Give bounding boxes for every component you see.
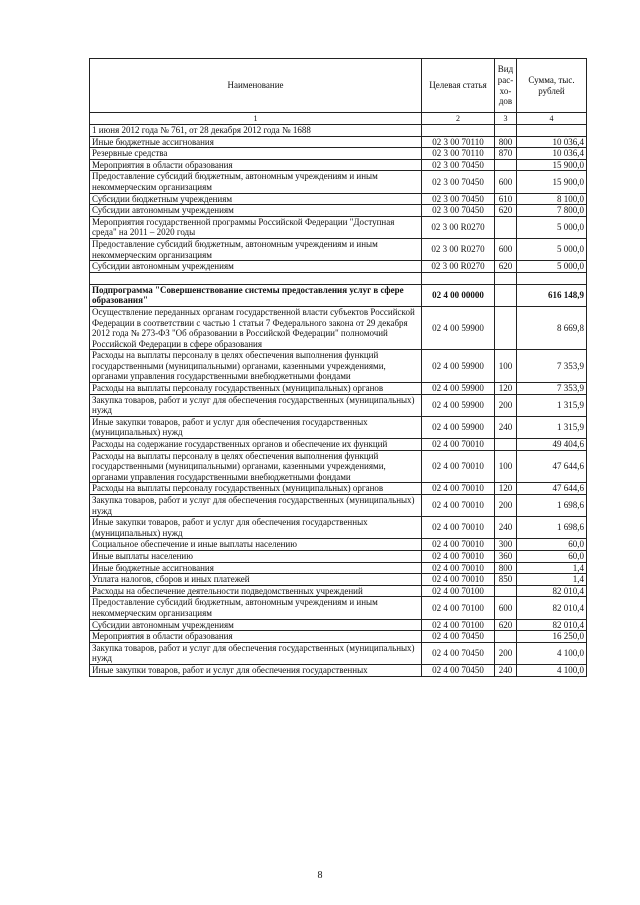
table-row: [90, 171, 587, 193]
row-code-cell: 02 3 00 R0270: [422, 216, 495, 238]
row-type-cell: [495, 306, 517, 349]
table-row: [90, 439, 587, 451]
row-sum-cell: 1,4: [517, 562, 587, 574]
table-row: [90, 585, 587, 597]
row-sum-cell: 10 036,4: [517, 148, 587, 160]
table-row: [90, 125, 587, 137]
table-row: [90, 136, 587, 148]
row-type-cell: 240: [495, 517, 517, 539]
row-name-cell: Социальное обеспечение и иные выплаты населению: [90, 539, 422, 551]
row-type-cell: 240: [495, 664, 517, 676]
table-row: [90, 238, 587, 260]
row-code-cell: 02 4 00 70100: [422, 597, 495, 619]
table-row: [90, 350, 587, 383]
row-type-cell: 100: [495, 350, 517, 383]
budget-table: [89, 58, 587, 677]
row-name-cell: Расходы на выплаты персоналу государственных (муниципальных) органов: [90, 483, 422, 495]
row-sum-cell: 49 404,6: [517, 439, 587, 451]
row-type-cell: [495, 439, 517, 451]
row-sum-cell: 4 100,0: [517, 642, 587, 664]
row-name-cell: Иные бюджетные ассигнования: [90, 562, 422, 574]
row-code-cell: 02 4 00 59900: [422, 416, 495, 438]
row-name-cell: Уплата налогов, сборов и иных платежей: [90, 574, 422, 586]
row-sum-cell: 7 353,9: [517, 350, 587, 383]
row-code-cell: 02 4 00 59900: [422, 306, 495, 349]
row-name-cell: Мероприятия в области образования: [90, 159, 422, 171]
table-row: [90, 205, 587, 217]
row-name-cell: Мероприятия государственной программы Российской Федерации "Доступная среда" на 2011 – 2020 годы: [90, 216, 422, 238]
row-sum-cell: 60,0: [517, 550, 587, 562]
row-sum-cell: 82 010,4: [517, 597, 587, 619]
row-type-cell: 620: [495, 619, 517, 631]
row-code-cell: 02 3 00 70450: [422, 159, 495, 171]
row-code-cell: 02 3 00 R0270: [422, 238, 495, 260]
row-type-cell: 360: [495, 550, 517, 562]
row-code-cell: 02 4 00 70450: [422, 631, 495, 643]
row-type-cell: [495, 272, 517, 284]
row-sum-cell: 5 000,0: [517, 238, 587, 260]
row-sum-cell: 8 669,8: [517, 306, 587, 349]
table-row: [90, 562, 587, 574]
table-row: [90, 216, 587, 238]
row-code-cell: 02 3 00 70450: [422, 205, 495, 217]
row-name-cell: Расходы на выплаты персоналу в целях обеспечения выполнения функций государственными (муниципальными) органами, казенными учреждениями, органами управления государственными внебюджетными фондами: [90, 450, 422, 483]
table-row: [90, 193, 587, 205]
row-type-cell: 120: [495, 483, 517, 495]
table-row: [90, 148, 587, 160]
row-code-cell: [422, 125, 495, 137]
row-sum-cell: 47 644,6: [517, 483, 587, 495]
table-body: [90, 125, 587, 677]
row-sum-cell: 1,4: [517, 574, 587, 586]
row-type-cell: 600: [495, 597, 517, 619]
row-sum-cell: 4 100,0: [517, 664, 587, 676]
row-type-cell: [495, 284, 517, 306]
row-type-cell: [495, 631, 517, 643]
row-type-cell: 100: [495, 450, 517, 483]
row-name-cell: Субсидии автономным учреждениям: [90, 619, 422, 631]
table-row: [90, 261, 587, 273]
row-type-cell: 600: [495, 171, 517, 193]
row-name-cell: Предоставление субсидий бюджетным, автономным учреждениям и иным некоммерческим организациям: [90, 171, 422, 193]
header-name: Наименование: [90, 59, 422, 113]
table-row: [90, 483, 587, 495]
row-type-cell: 620: [495, 261, 517, 273]
table-row: [90, 619, 587, 631]
row-type-cell: [495, 585, 517, 597]
row-sum-cell: 15 900,0: [517, 171, 587, 193]
row-sum-cell: 16 250,0: [517, 631, 587, 643]
row-code-cell: 02 3 00 70110: [422, 148, 495, 160]
row-sum-cell: 1 315,9: [517, 394, 587, 416]
row-type-cell: 300: [495, 539, 517, 551]
row-sum-cell: 15 900,0: [517, 159, 587, 171]
table-row: [90, 159, 587, 171]
row-name-cell: Расходы на обеспечение деятельности подведомственных учреждений: [90, 585, 422, 597]
row-sum-cell: [517, 125, 587, 137]
row-code-cell: 02 3 00 R0270: [422, 261, 495, 273]
table-row: [90, 383, 587, 395]
row-name-cell: Иные бюджетные ассигнования: [90, 136, 422, 148]
row-sum-cell: 82 010,4: [517, 585, 587, 597]
row-name-cell: Расходы на выплаты персоналу в целях обеспечения выполнения функций государственными (муниципальными) органами, казенными учреждениями, органами управления государственными внебюджетными фондами: [90, 350, 422, 383]
row-name-cell: Резервные средства: [90, 148, 422, 160]
header-sum: Сумма, тыс. рублей: [517, 59, 587, 113]
row-code-cell: 02 4 00 70010: [422, 550, 495, 562]
row-code-cell: 02 4 00 59900: [422, 394, 495, 416]
table-row: [90, 631, 587, 643]
row-name-cell: Закупка товаров, работ и услуг для обеспечения государственных (муниципальных) нужд: [90, 642, 422, 664]
table-row: [90, 550, 587, 562]
row-type-cell: [495, 125, 517, 137]
column-number: 3: [495, 113, 517, 125]
row-name-cell: Иные выплаты населению: [90, 550, 422, 562]
row-sum-cell: 7 800,0: [517, 205, 587, 217]
table-row: [90, 517, 587, 539]
row-sum-cell: 616 148,9: [517, 284, 587, 306]
row-sum-cell: 82 010,4: [517, 619, 587, 631]
table-row: [90, 416, 587, 438]
row-name-cell: Иные закупки товаров, работ и услуг для обеспечения государственных: [90, 664, 422, 676]
row-sum-cell: 5 000,0: [517, 261, 587, 273]
row-name-cell: 1 июня 2012 года № 761, от 28 декабря 2012 года № 1688: [90, 125, 422, 137]
header-row: [90, 59, 587, 113]
row-name-cell: Закупка товаров, работ и услуг для обеспечения государственных (муниципальных) нужд: [90, 495, 422, 517]
row-type-cell: 800: [495, 562, 517, 574]
row-code-cell: 02 4 00 70450: [422, 664, 495, 676]
row-code-cell: 02 4 00 70010: [422, 517, 495, 539]
row-name-cell: [90, 272, 422, 284]
row-code-cell: 02 4 00 59900: [422, 350, 495, 383]
row-name-cell: Расходы на выплаты персоналу государственных (муниципальных) органов: [90, 383, 422, 395]
row-name-cell: Иные закупки товаров, работ и услуг для обеспечения государственных (муниципальных) нужд: [90, 517, 422, 539]
row-name-cell: Расходы на содержание государственных органов и обеспечение их функций: [90, 439, 422, 451]
row-type-cell: [495, 159, 517, 171]
row-sum-cell: [517, 272, 587, 284]
column-number: 4: [517, 113, 587, 125]
row-code-cell: 02 4 00 59900: [422, 383, 495, 395]
row-code-cell: 02 4 00 70100: [422, 585, 495, 597]
row-code-cell: 02 4 00 70450: [422, 642, 495, 664]
row-type-cell: 850: [495, 574, 517, 586]
table-row: [90, 450, 587, 483]
row-sum-cell: 1 315,9: [517, 416, 587, 438]
column-number: 2: [422, 113, 495, 125]
row-name-cell: Мероприятия в области образования: [90, 631, 422, 643]
row-type-cell: 600: [495, 238, 517, 260]
row-code-cell: 02 4 00 70010: [422, 574, 495, 586]
row-code-cell: 02 4 00 70010: [422, 450, 495, 483]
row-code-cell: 02 4 00 70010: [422, 483, 495, 495]
row-code-cell: 02 3 00 70450: [422, 193, 495, 205]
row-type-cell: 200: [495, 495, 517, 517]
row-code-cell: [422, 272, 495, 284]
row-sum-cell: 60,0: [517, 539, 587, 551]
row-name-cell: Закупка товаров, работ и услуг для обеспечения государственных (муниципальных) нужд: [90, 394, 422, 416]
header-type: Вид рас-хо-дов: [495, 59, 517, 113]
row-code-cell: 02 4 00 70010: [422, 495, 495, 517]
table-row: [90, 272, 587, 284]
row-code-cell: 02 4 00 70010: [422, 539, 495, 551]
row-sum-cell: 5 000,0: [517, 216, 587, 238]
row-type-cell: 620: [495, 205, 517, 217]
row-sum-cell: 8 100,0: [517, 193, 587, 205]
row-sum-cell: 47 644,6: [517, 450, 587, 483]
row-name-cell: Предоставление субсидий бюджетным, автономным учреждениям и иным некоммерческим организациям: [90, 597, 422, 619]
row-name-cell: Предоставление субсидий бюджетным, автономным учреждениям и иным некоммерческим организациям: [90, 238, 422, 260]
row-code-cell: 02 3 00 70110: [422, 136, 495, 148]
row-type-cell: 120: [495, 383, 517, 395]
row-type-cell: 200: [495, 642, 517, 664]
row-name-cell: Субсидии бюджетным учреждениям: [90, 193, 422, 205]
table-row: [90, 284, 587, 306]
row-name-cell: Подпрограмма "Совершенствование системы предоставления услуг в сфере образования": [90, 284, 422, 306]
table-row: [90, 597, 587, 619]
row-code-cell: 02 4 00 00000: [422, 284, 495, 306]
row-type-cell: [495, 216, 517, 238]
table-row: [90, 306, 587, 349]
row-type-cell: 610: [495, 193, 517, 205]
row-sum-cell: 7 353,9: [517, 383, 587, 395]
row-type-cell: 240: [495, 416, 517, 438]
row-code-cell: 02 4 00 70010: [422, 439, 495, 451]
row-code-cell: 02 4 00 70010: [422, 562, 495, 574]
table-row: [90, 495, 587, 517]
row-name-cell: Иные закупки товаров, работ и услуг для обеспечения государственных (муниципальных) нужд: [90, 416, 422, 438]
row-name-cell: Субсидии автономным учреждениям: [90, 205, 422, 217]
row-sum-cell: 1 698,6: [517, 517, 587, 539]
row-type-cell: 870: [495, 148, 517, 160]
row-sum-cell: 1 698,6: [517, 495, 587, 517]
column-number-row: [90, 113, 587, 125]
row-type-cell: 200: [495, 394, 517, 416]
page-number: 8: [317, 870, 323, 881]
table-row: [90, 539, 587, 551]
table-row: [90, 664, 587, 676]
row-sum-cell: 10 036,4: [517, 136, 587, 148]
row-name-cell: Субсидии автономным учреждениям: [90, 261, 422, 273]
column-number: 1: [90, 113, 422, 125]
table-row: [90, 642, 587, 664]
row-type-cell: 800: [495, 136, 517, 148]
row-code-cell: 02 3 00 70450: [422, 171, 495, 193]
table-row: [90, 574, 587, 586]
header-code: Целевая статья: [422, 59, 495, 113]
table-row: [90, 394, 587, 416]
row-name-cell: Осуществление переданных органам государственной власти субъектов Российской Федерации в соответствии с частью 1 статьи 7 Федерального закона от 29 декабря 2012 года № 273-ФЗ "Об образовании в Российской Федерации" полномочий Российской Федерации в сфере образования: [90, 306, 422, 349]
row-code-cell: 02 4 00 70100: [422, 619, 495, 631]
